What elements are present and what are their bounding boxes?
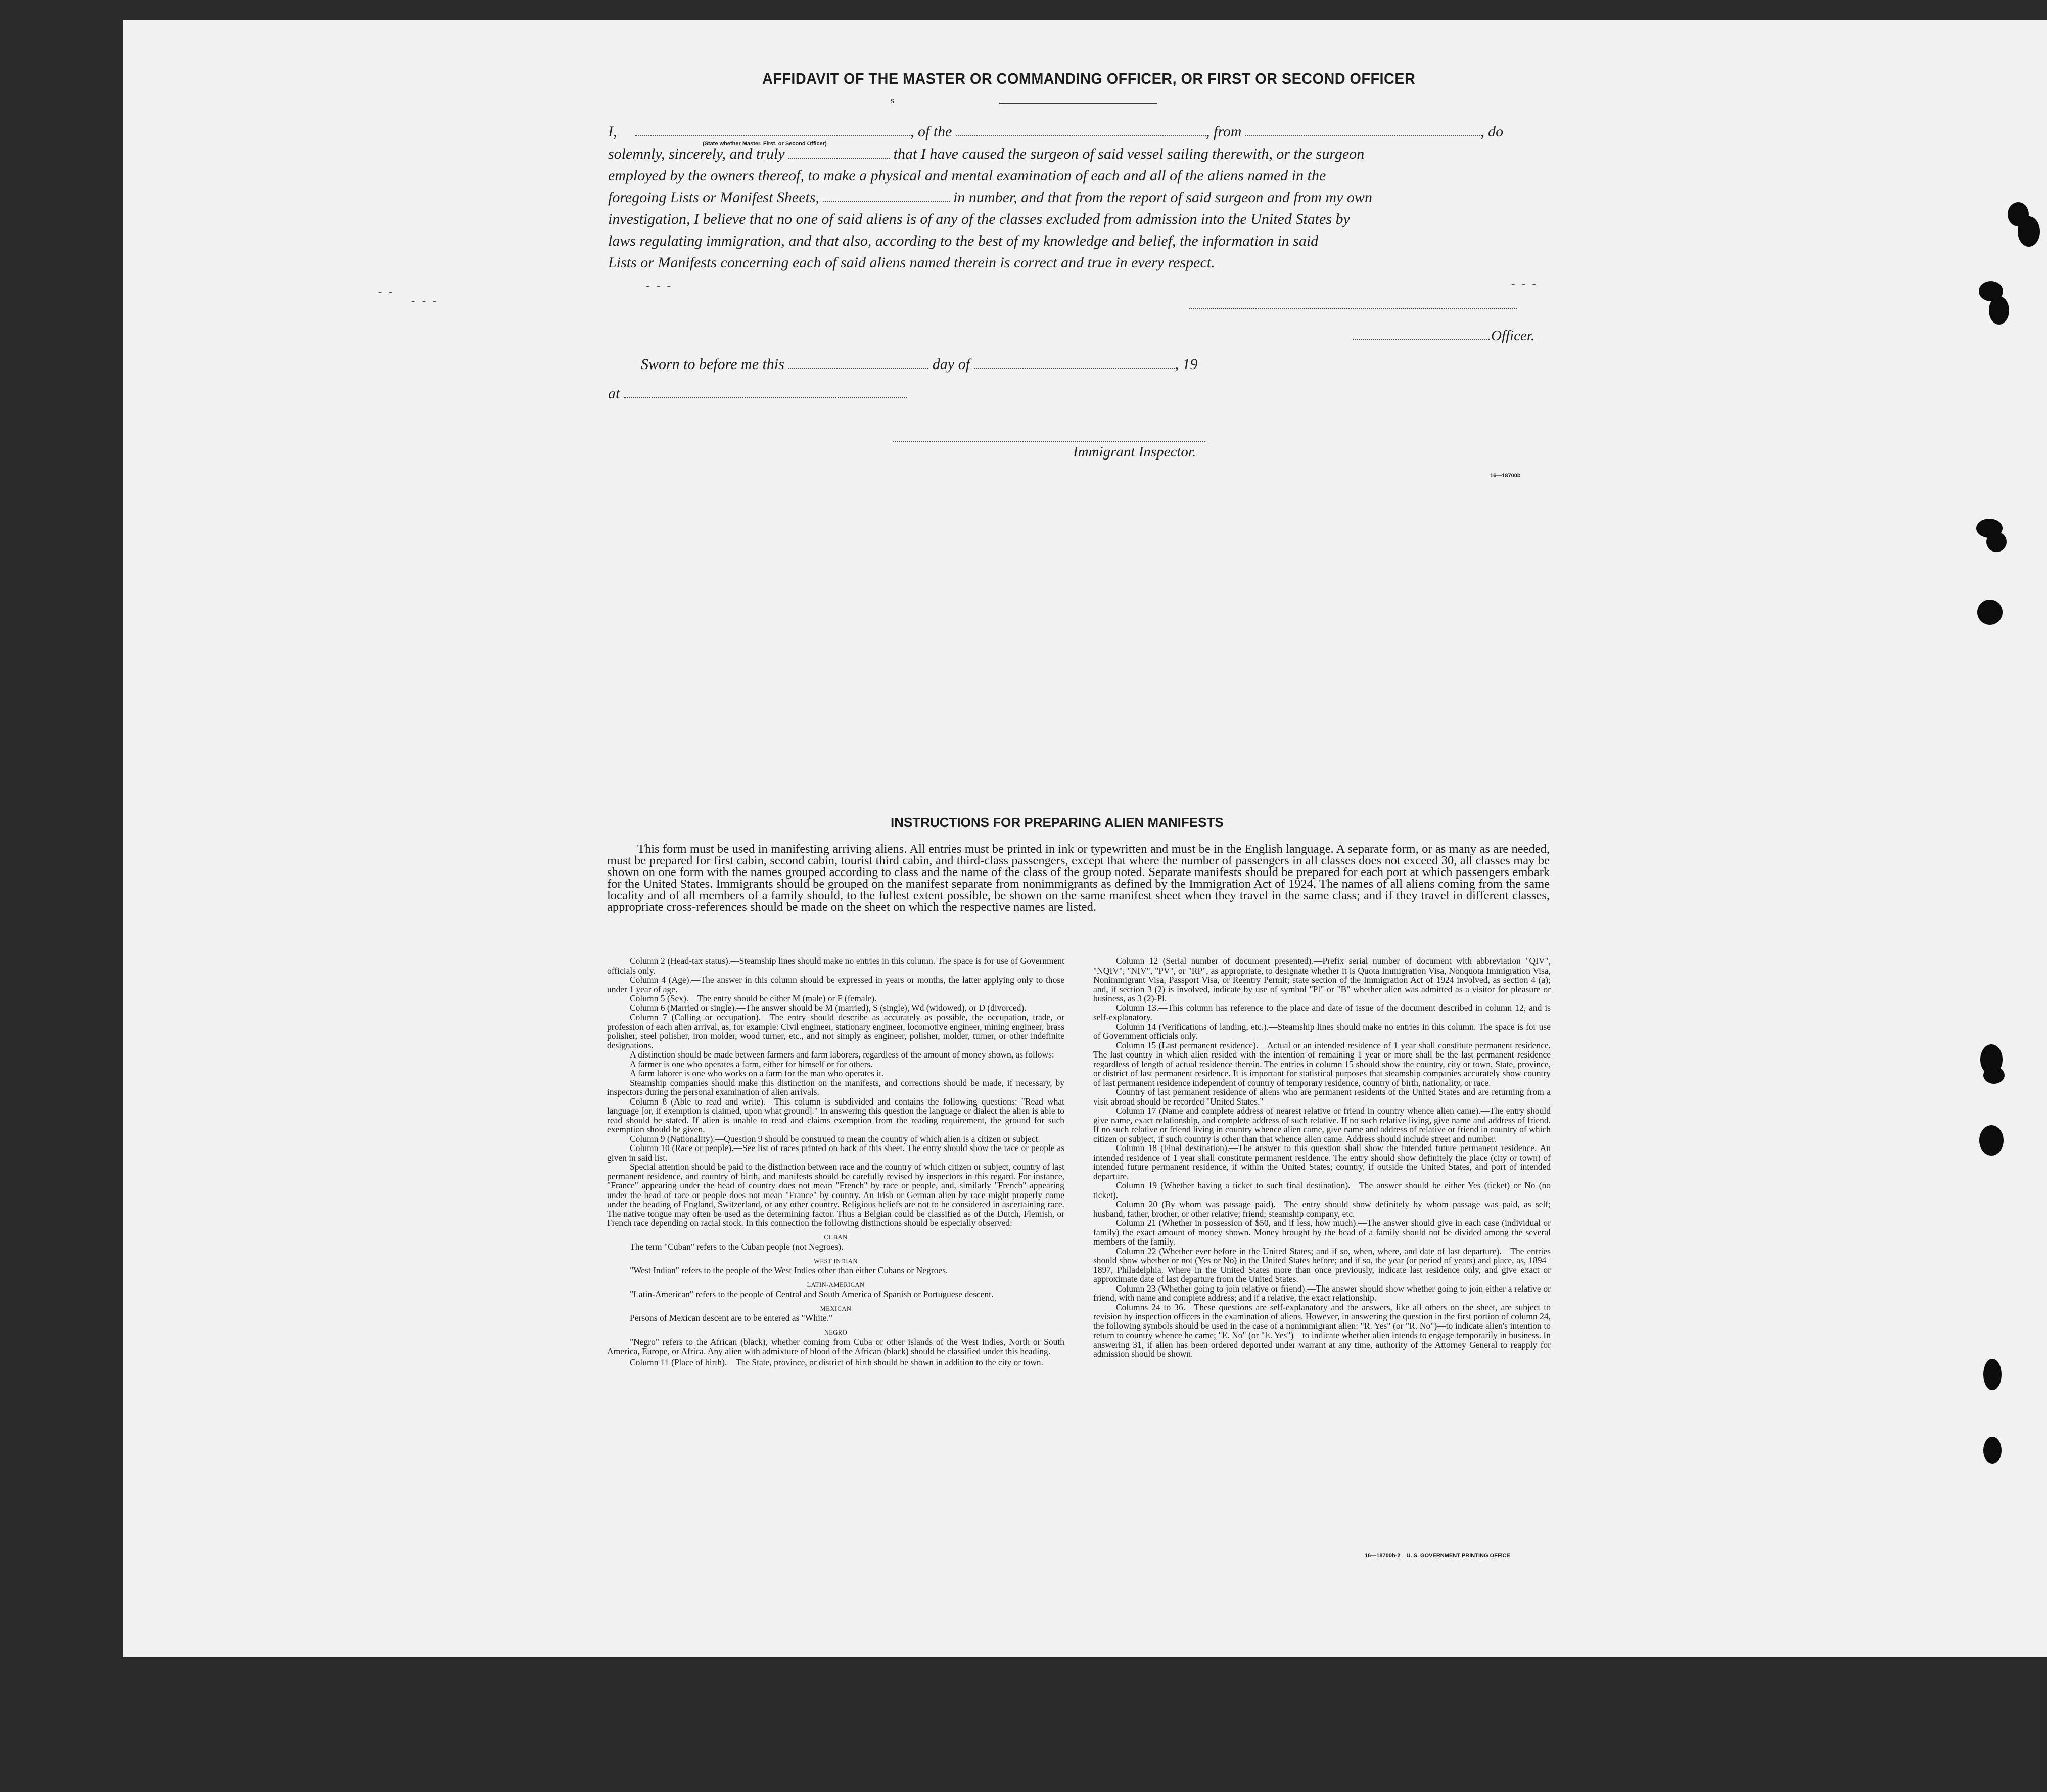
stray-marks: - - - [411,294,438,307]
oath-form-field[interactable] [788,148,890,159]
definition-heading: WEST INDIAN [814,1257,858,1265]
punch-hole [1983,1067,2005,1084]
instruction-paragraph: Column 18 (Final destination).—The answer to this question shall show the intended future permanent residence. An intended residence of 1 year shall constitute permanent residence. The entry should show definitely the place (city or town) of intended future permanent residence, if within the United States; country, if outside the United States, and port of intended departure. [1093,1143,1551,1181]
definition-heading: LATIN-AMERICAN [807,1281,865,1289]
definition-heading: CUBAN [824,1233,848,1241]
instruction-paragraph: Column 12 (Serial number of document presented).—Prefix serial number of document with abbreviation "QIV", "NQIV", "NIV", "PV", or "RP", as appropriate, to designate whether it is Quota Immigration Visa, Nonquota Immigration Visa, Nonimmigrant Visa, Passport Visa, or Reentry Permit; state section of the Immigration Act of 1924 involved, as section 4 (a); and, if section 3 (2) is involved, indicate by use of symbol "Pl" or "B" whether alien was admitted as a visitor for pleasure or business, as 3 (2)-Pl. [1093,956,1551,1003]
instruction-paragraph: Column 7 (Calling or occupation).—The entry should describe as accurately as possible, the occupation, trade, or profession of each alien arrival, as, for example: Civil engineer, stationary engineer, locomotive engineer, mining engineer, brass polisher, steel polisher, iron molder, wood turner, etc., and not simply as engineer, polisher, molder, turner, or other indefinite designations. [607,1012,1064,1050]
instruction-paragraph: A distinction should be made between farmers and farm laborers, regardless of the amount of money shown, as follows: [630,1049,1054,1060]
affidavit-title: AFFIDAVIT OF THE MASTER OR COMMANDING OFFICER, OR FIRST OR SECOND OFFICER [762,70,1416,87]
departure-port-field[interactable] [1245,125,1480,136]
definition-text: The term "Cuban" refers to the Cuban people (not Negroes). [630,1242,844,1252]
definition-heading: MEXICAN [820,1305,852,1312]
instructions-right-column [1093,956,1551,1359]
punch-hole [1979,1125,2004,1156]
instruction-paragraph: Column 19 (Whether having a ticket to such final destination).—The answer should be either Yes (ticket) or No (no ticket). [1093,1180,1551,1200]
instruction-paragraph: Column 15 (Last permanent residence).—Actual or an intended residence of 1 year shall constitute permanent residence. The last country in which alien resided with the intention of remaining 1 year or more shall be the last permanent residence regardless of length of actual residence therein. The entries in column 15 should show the country, city or town, State, province, or district of last permanent residence. It is important for statistical purposes that steamship companies accurately show country of last permanent residence independent of country of temporary residence, country of birth, nationality, or race. [1093,1040,1551,1088]
sworn-line: Sworn to before me this day of , 19 [641,356,1198,373]
affidavit-line-6: laws regulating immigration, and that also, according to the best of my knowledge and belief, the information in said [608,233,1319,249]
instruction-paragraph: Column 2 (Head-tax status).—Steamship lines should make no entries in this column. The space is for use of Government officials only. [607,956,1064,976]
instruction-paragraph: Column 17 (Name and complete address of nearest relative or friend in country whence alien came).—The entry should give name, exact relationship, and complete address of such relative. If no such relative living, give name and address of friend. If no such relative or friend living in country whence alien came, give name and address of relative or friend in country of which citizen or subject, if such country is other than that whence alien came. Address should include street and number. [1093,1106,1551,1144]
stray-marks: - - [378,285,395,298]
instruction-paragraph: Steamship companies should make this distinction on the manifests, and corrections should be made, if necessary, by inspectors during the personal examination of alien arrivals. [607,1077,1064,1097]
vessel-name-field[interactable] [956,125,1206,136]
instruction-paragraph: Column 11 (Place of birth).—The State, province, or district of birth should be shown in addition to the city or town. [630,1357,1043,1367]
form-number: 16—18700b [1490,473,1521,479]
definition-text: Persons of Mexican descent are to be entered as "White." [630,1313,833,1323]
instructions-left-column [607,956,1064,1367]
punch-hole [1977,600,2003,625]
instruction-paragraph: A farm laborer is one who works on a farm for the man who operates it. [630,1068,884,1078]
definition-text: "Negro" refers to the African (black), whether coming from Cuba or other islands of the West Indies, North or South America, Europe, or Africa. Any alien with admixture of blood of the African (black) should be classified under this heading. [607,1337,1064,1356]
instruction-paragraph: Column 5 (Sex).—The entry should be either M (male) or F (female). [630,993,877,1003]
officer-rank-field[interactable] [635,125,910,136]
punch-hole [1983,1359,2002,1390]
officer-title-line[interactable] [1353,339,1490,340]
definition-heading: NEGRO [824,1328,848,1336]
punch-hole [1983,1437,2002,1464]
definition-text: "Latin-American" refers to the people of Central and South America of Spanish or Portuguese descent. [630,1289,994,1299]
instruction-paragraph: Column 6 (Married or single).—The answer should be M (married), S (single), Wd (widowed), or D (divorced). [630,1002,1027,1013]
definition-text: "West Indian" refers to the people of the West Indies other than either Cubans or Negroes. [630,1265,948,1275]
officer-label: Officer. [1491,328,1535,344]
punch-hole [1989,296,2009,325]
instruction-paragraph: Column 10 (Race or people).—See list of races printed on back of this sheet. The entry should show the race or people as given in said list. [607,1143,1064,1163]
stray-mark: s [891,95,895,105]
instruction-paragraph: Column 8 (Able to read and write).—This column is subdivided and contains the following questions: "Read what language [or, if exemption is claimed, upon what ground]." In answering this question the language or dialect the alien is able to read should be stated. If alien is unable to read and claims exemption from the reading requirement, the ground for such exemption should be given. [607,1096,1064,1134]
affidavit-line-5: investigation, I believe that no one of said aliens is of any of the classes excluded from admission into the United States by [608,211,1350,227]
instruction-paragraph: Column 13.—This column has reference to the place and date of issue of the document described in column 12, and is self-explanatory. [1093,1002,1551,1022]
instructions-intro: This form must be used in manifesting arriving aliens. All entries must be printed in ink or typewritten and must be in the English language. A separate form, or as many as are needed, must be prepared for first cabin, second cabin, tourist third cabin, and third-class passengers, except that where the number of passengers in all classes does not exceed 30, all classes may be shown on one form with the names grouped according to class and the name of the class of the group noted. Separate manifests should be prepared for each port at which passengers embark for the United States. Immigrants should be grouped on the manifest separate from nonimmigrants as defined by the Immigration Act of 1924. The names of all aliens coming from the same locality and of all members of a family should, to the fullest extent possible, be shown on the same manifest sheet when they travel in the same class; and if they travel in different classes, appropriate cross-references should be made on the sheet on which the respective names are listed. [607,842,1550,914]
instruction-paragraph: Country of last permanent residence of aliens who are permanent residents of the United States and are returning from a visit abroad should be recorded "United States." [1093,1087,1551,1107]
affidavit-line-1: I, , of the , from , do [608,123,1504,140]
affidavit-line-3: employed by the owners thereof, to make a physical and mental examination of each and all of the aliens named in the [608,167,1326,184]
instruction-paragraph: Column 20 (By whom was passage paid).—The entry should show definitely by whom passage was paid, as self; husband, father, brother, or other relative; friend; steamship company, etc. [1093,1199,1551,1219]
instruction-paragraph: Column 14 (Verifications of landing, etc.).—Steamship lines should make no entries in this column. The space is for use of Government officials only. [1093,1021,1551,1041]
sworn-place-line: at [608,386,907,401]
instruction-paragraph: A farmer is one who operates a farm, either for himself or for others. [630,1059,873,1069]
officer-signature-line[interactable] [1189,308,1517,309]
sworn-day-field[interactable] [788,358,928,369]
title-rule [999,103,1157,104]
inspector-label: Immigrant Inspector. [1073,444,1196,460]
instruction-paragraph: Column 9 (Nationality).—Question 9 should be construed to mean the country of which alien is a citizen or subject. [630,1133,1040,1144]
inspector-signature-line[interactable] [893,441,1205,442]
sworn-place-field[interactable] [624,387,907,398]
affidavit-line-7: Lists or Manifests concerning each of said aliens named therein is correct and true in every respect. [608,254,1215,271]
instruction-paragraph: Column 21 (Whether in possession of $50, and if less, how much).—The answer should give in each case (individual or family) the exact amount of money shown. Money brought by the head of a family should not be divided among the several members of the family. [1093,1218,1551,1247]
instruction-paragraph: Column 4 (Age).—The answer in this column should be expressed in years or months, the latter applying only to those under 1 year of age. [607,975,1064,994]
affidavit-line-4: foregoing Lists or Manifest Sheets, in number, and that from the report of said surgeon and from my own [608,189,1372,206]
stray-marks: - - - [646,279,673,292]
instruction-paragraph: Column 22 (Whether ever before in the United States; and if so, when, where, and date of last departure).—The entries should show whether or not (Yes or No) in the United States before; and if so, the year (or period of years) and place, as, 1894–1897, Philadelphia. Where in the United States more than once previously, indicate last residence only, and give exact or approximate date of last departure from the United States. [1093,1246,1551,1284]
affidavit-line-2: solemnly, sincerely, and truly that I have caused the surgeon of said vessel sailing therewith, or the surgeon [608,146,1365,162]
instruction-paragraph: Columns 24 to 36.—These questions are self-explanatory and the answers, like all others on the sheet, are subject to revision by inspection officers in the examination of aliens. However, in answering the question in the first portion of column 24, the following symbols should be used in the case of a nonimmigrant alien: "R. Yes" (or "R. No")—to indicate alien's intention to return to country whence he came; "E. No" (or "E. Yes")—to indicate whether alien intends to engage temporarily in business. In answering 31, if alien has been ordered deported under warrant at any time, authority of the Attorney General to reapply for admission should be shown. [1093,1302,1551,1359]
punch-hole [1986,532,2007,552]
instruction-paragraph: Column 23 (Whether going to join relative or friend).—The answer should show whether going to join either a relative or friend, with name and complete address; and if a relative, the exact relationship. [1093,1283,1551,1303]
stray-marks: - - - [1511,277,1538,290]
sworn-month-field[interactable] [974,358,1175,369]
sheet-count-field[interactable] [823,191,950,202]
instructions-title: INSTRUCTIONS FOR PREPARING ALIEN MANIFESTS [891,815,1224,830]
printing-office-footer: 16—18700b-2 U. S. GOVERNMENT PRINTING OFFICE [1365,1553,1510,1559]
instruction-paragraph: Special attention should be paid to the distinction between race and the country of which citizen or subject, country of last permanent residence, and country of birth, and manifests should be carefully revised by inspectors in this regard. For instance, "France" appearing under the head of country does not mean "French" by race or people, and, similarly "French" appearing under the head of race or people does not mean "France" by country. An Irish or German alien by race might properly come under the heading of England, Switzerland, or any other country. Religious beliefs are not to be considered in ascertaining race. The native tongue may often be used as the determining factor. Thus a Belgian could be classified as of the Dutch, Flemish, or French race depending on racial stock. In this connection the following distinctions should be especially observed: [607,1162,1064,1228]
rank-note: (State whether Master, First, or Second Officer) [703,141,827,147]
punch-hole [2018,216,2040,247]
